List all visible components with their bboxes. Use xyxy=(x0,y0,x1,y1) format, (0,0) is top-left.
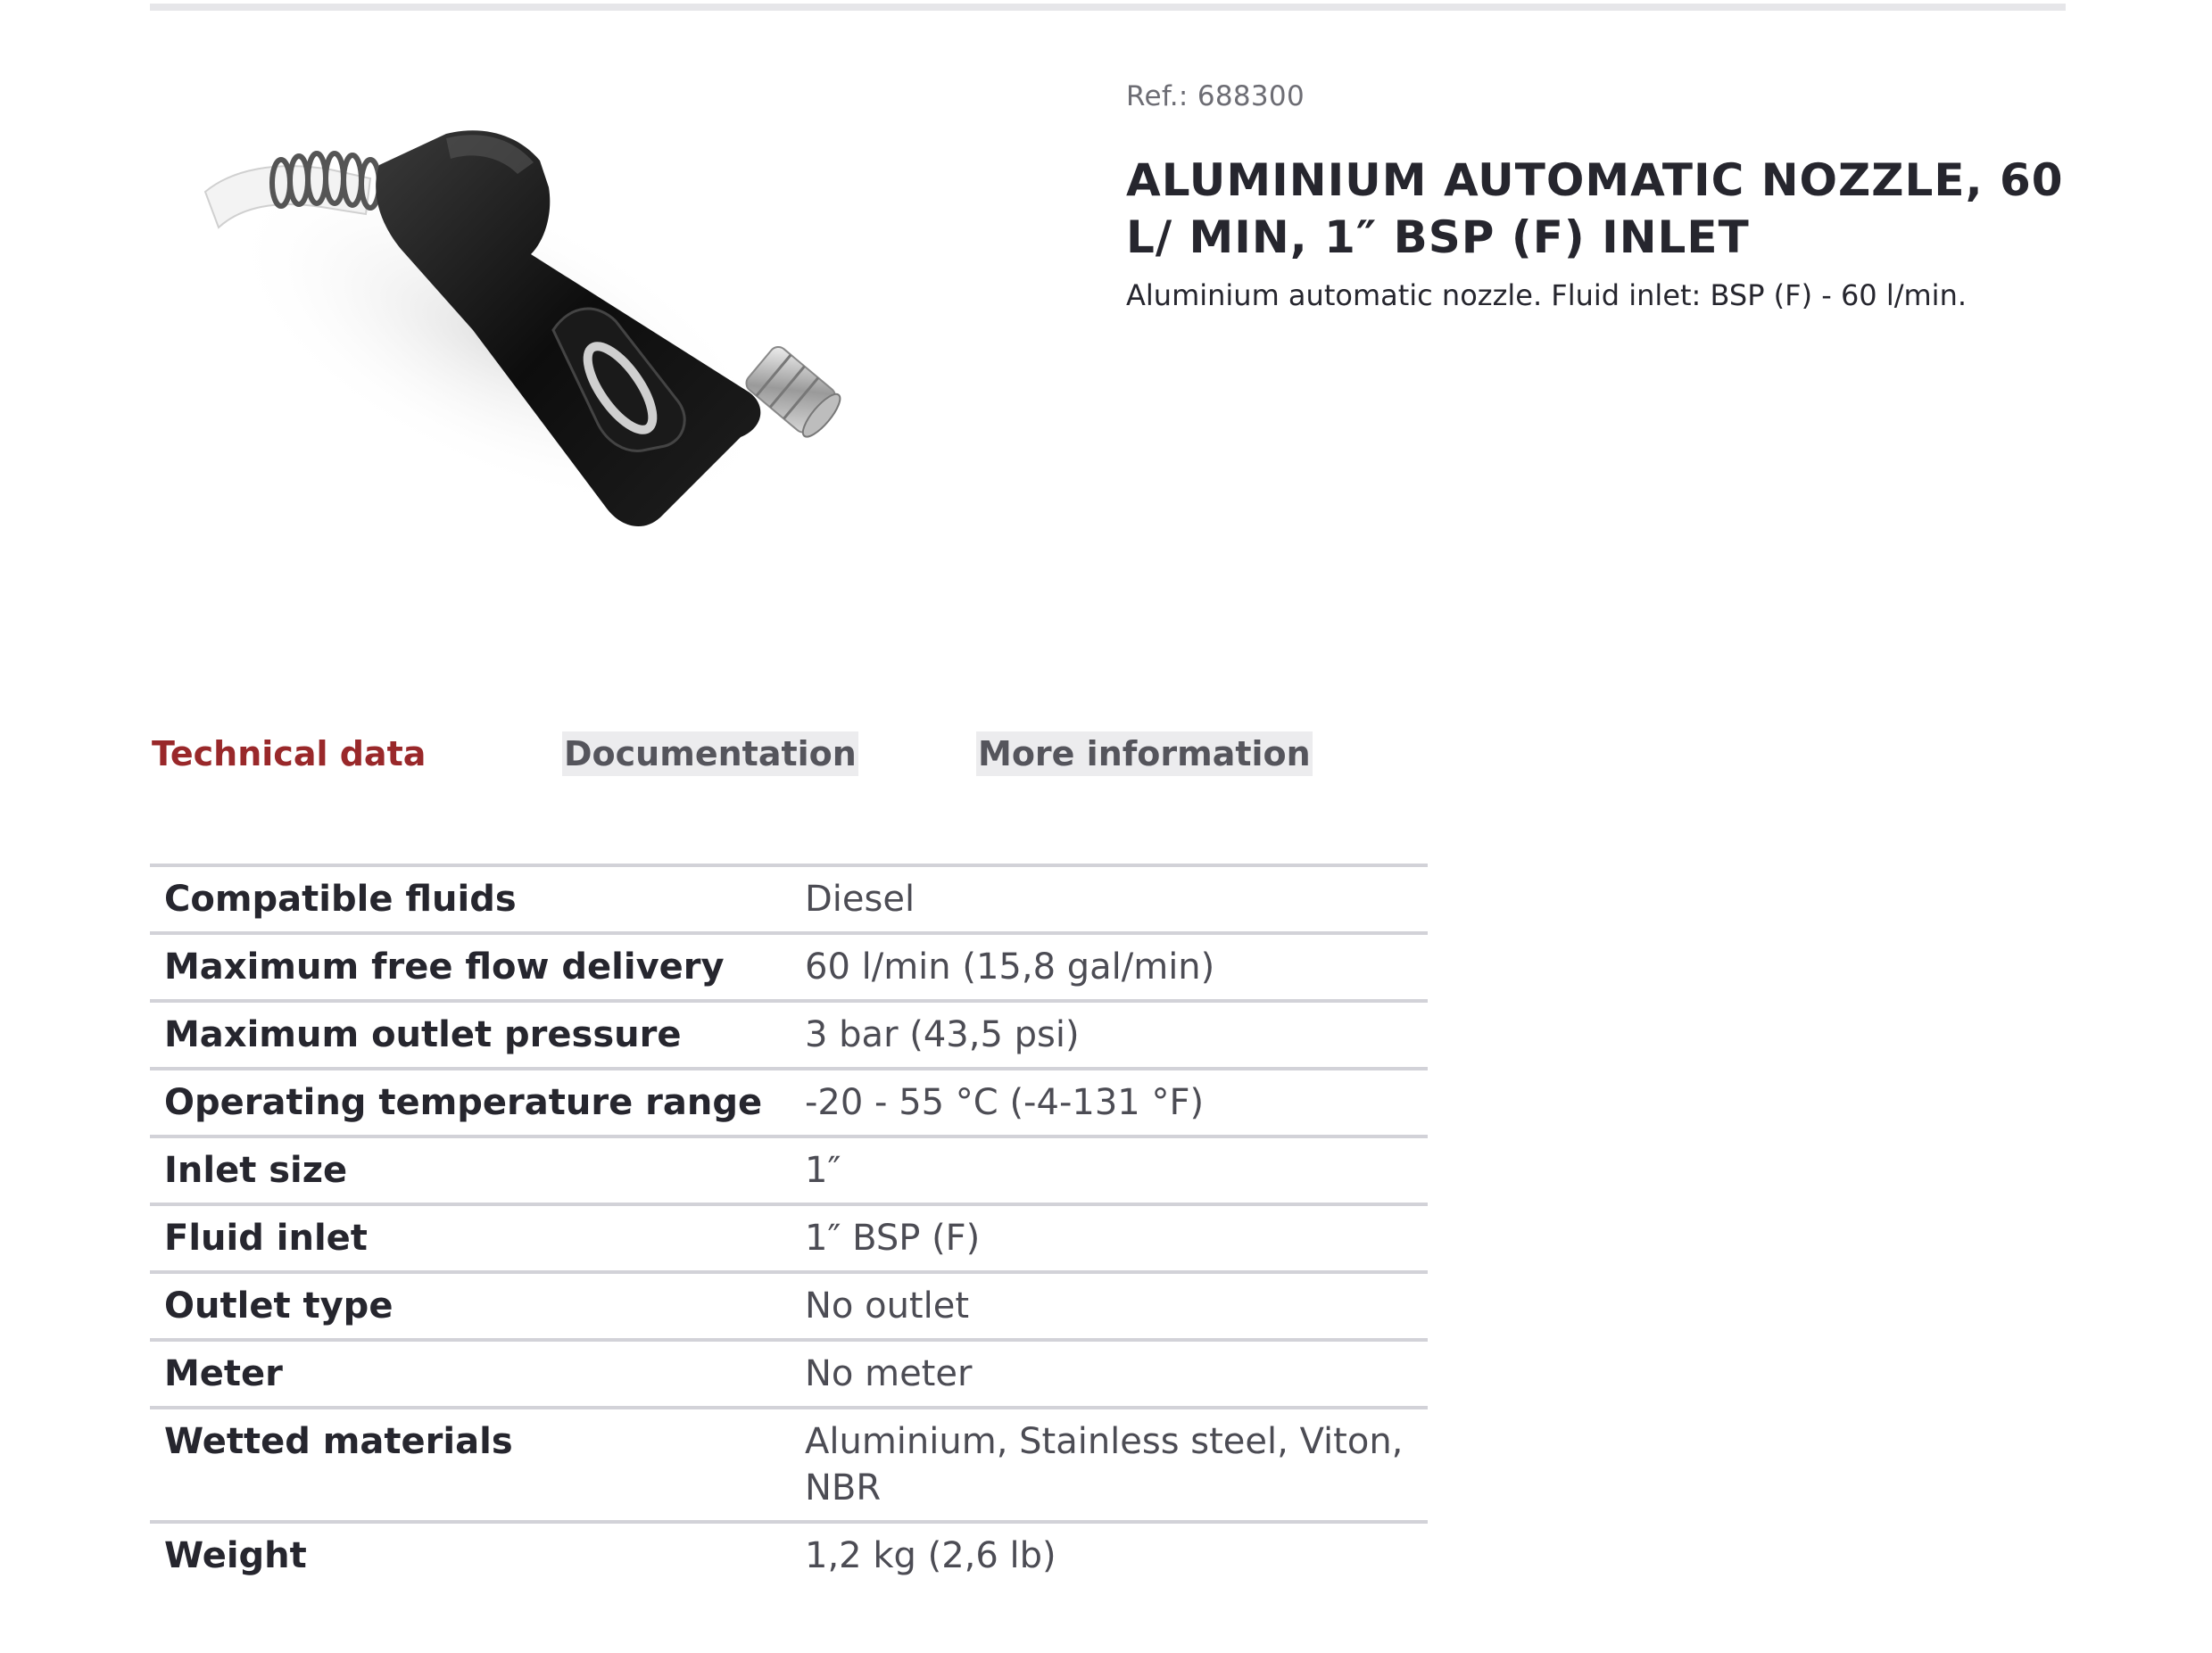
tab-more-information[interactable]: More information xyxy=(976,731,1313,776)
product-image xyxy=(178,107,874,553)
tab-documentation[interactable]: Documentation xyxy=(562,731,858,776)
product-title: ALUMINIUM AUTOMATIC NOZZLE, 60 L/ MIN, 1″ BSP (F) INLET xyxy=(1126,154,2064,263)
top-divider xyxy=(150,4,2066,11)
spec-value: No meter xyxy=(805,1353,973,1394)
table-row xyxy=(150,1272,1428,1340)
spec-value: 1″ BSP (F) xyxy=(805,1218,981,1259)
spec-key: Maximum outlet pressure xyxy=(164,1014,682,1055)
spec-key: Maximum free flow delivery xyxy=(164,946,725,988)
product-description: Aluminium automatic nozzle. Fluid inlet: BSP (F) - 60 l/min. xyxy=(1126,278,1968,312)
spec-key: Inlet size xyxy=(164,1150,348,1191)
spec-key: Fluid inlet xyxy=(164,1218,368,1259)
table-row xyxy=(150,1069,1428,1136)
spec-value: 60 l/min (15,8 gal/min) xyxy=(805,946,1215,988)
spec-key: Meter xyxy=(164,1353,283,1394)
table-row xyxy=(150,1522,1428,1588)
table-row xyxy=(150,1340,1428,1408)
spec-value: -20 - 55 °C (-4-131 °F) xyxy=(805,1082,1205,1123)
spec-key: Operating temperature range xyxy=(164,1082,763,1123)
table-row xyxy=(150,1408,1428,1522)
fuel-nozzle-icon xyxy=(178,107,874,553)
table-row xyxy=(150,865,1428,933)
spec-value: Aluminium, Stainless steel, Viton, NBR xyxy=(805,1421,1404,1508)
tab-technical-data[interactable]: Technical data xyxy=(152,734,427,773)
technical-data-table xyxy=(150,864,1428,1588)
spec-value: 1,2 kg (2,6 lb) xyxy=(805,1535,1056,1576)
spec-value: No outlet xyxy=(805,1285,970,1327)
spec-key: Outlet type xyxy=(164,1285,394,1327)
spec-value: Diesel xyxy=(805,879,915,920)
table-row xyxy=(150,933,1428,1001)
spec-value: 3 bar (43,5 psi) xyxy=(805,1014,1080,1055)
spec-key: Wetted materials xyxy=(164,1421,513,1462)
product-reference: Ref.: 688300 xyxy=(1126,80,1305,112)
spec-value: 1″ xyxy=(805,1150,841,1191)
table-row xyxy=(150,1204,1428,1272)
table-row xyxy=(150,1001,1428,1069)
table-row xyxy=(150,1136,1428,1204)
product-info xyxy=(1126,80,2072,312)
spec-key: Compatible fluids xyxy=(164,879,517,920)
spec-key: Weight xyxy=(164,1535,307,1576)
